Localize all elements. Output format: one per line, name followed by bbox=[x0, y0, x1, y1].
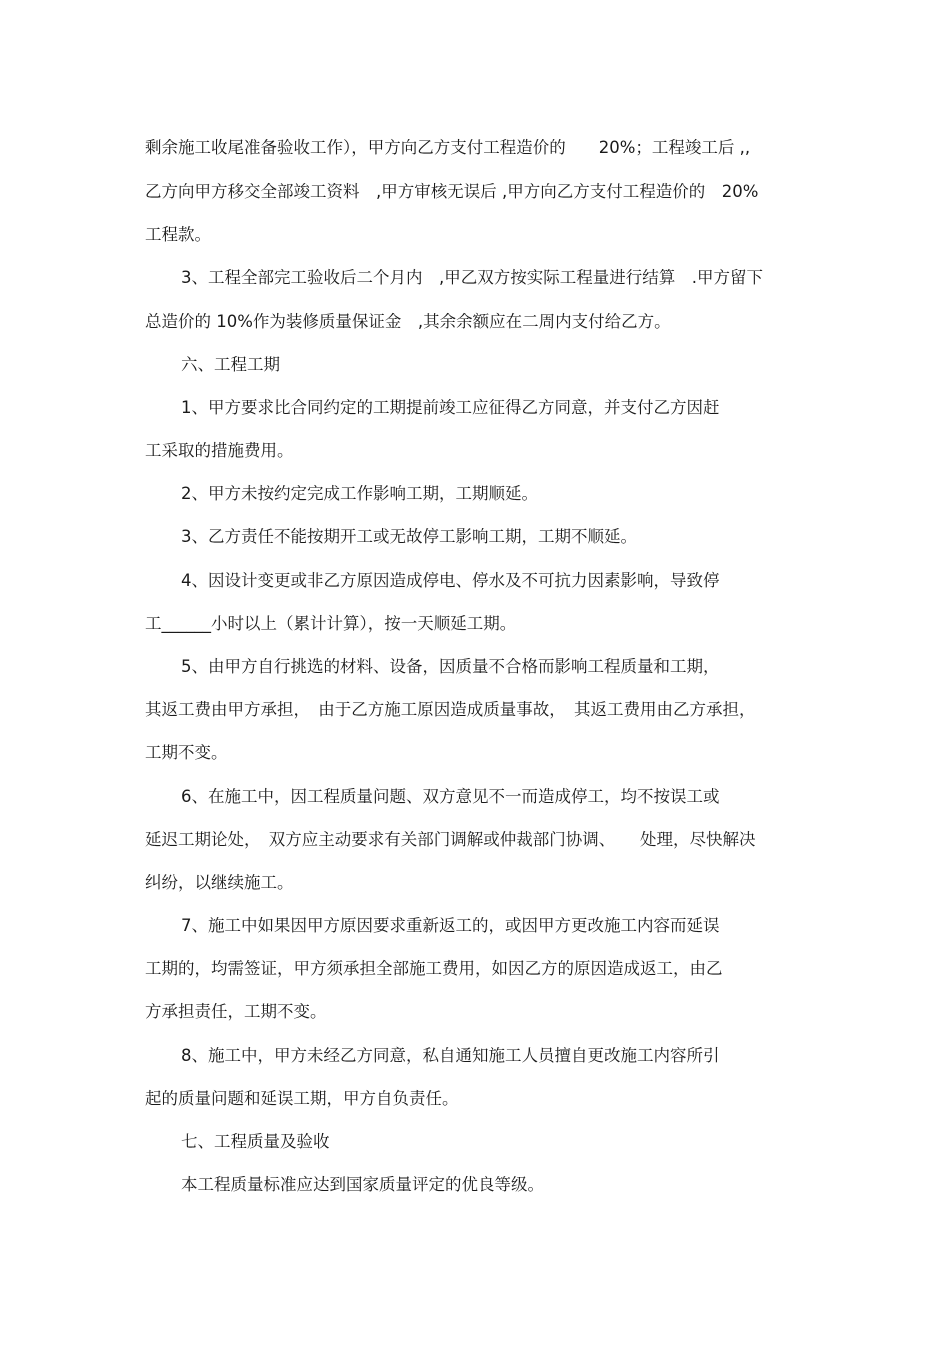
text-line: 工期的，均需签证，甲方须承担全部施工费用，如因乙方的原因造成返工，由乙 bbox=[145, 959, 723, 978]
text-line: 总造价的 10%作为装修质量保证金 ,其余余额应在二周内支付给乙方。 bbox=[145, 312, 671, 331]
text-line: 工______小时以上（累计计算），按一天顺延工期。 bbox=[145, 614, 517, 633]
text-line: 剩余施工收尾准备验收工作），甲方向乙方支付工程造价的 20%；工程竣工后 ,, bbox=[145, 138, 751, 157]
text-line: 工期不变。 bbox=[145, 743, 228, 762]
text-line: 5、由甲方自行挑选的材料、设备，因质量不合格而影响工程质量和工期， bbox=[181, 657, 720, 676]
text-line: 3、工程全部完工验收后二个月内 ,甲乙双方按实际工程量进行结算 .甲方留下 bbox=[181, 268, 763, 287]
text-line: 8、施工中，甲方未经乙方同意，私自通知施工人员擅自更改施工内容所引 bbox=[181, 1046, 720, 1065]
text-line: 6、在施工中，因工程质量问题、双方意见不一而造成停工，均不按误工或 bbox=[181, 787, 720, 806]
text-line: 1、甲方要求比合同约定的工期提前竣工应征得乙方同意，并支付乙方因赶 bbox=[181, 398, 720, 417]
text-line: 2、甲方未按约定完成工作影响工期，工期顺延。 bbox=[181, 484, 538, 503]
text-line: 7、施工中如果因甲方原因要求重新返工的，或因甲方更改施工内容而延误 bbox=[181, 916, 720, 935]
text-line: 起的质量问题和延误工期，甲方自负责任。 bbox=[145, 1089, 459, 1108]
text-line: 其返工费由甲方承担， 由于乙方施工原因造成质量事故， 其返工费用由乙方承担， bbox=[145, 700, 756, 719]
section-heading: 七、工程质量及验收 bbox=[181, 1132, 330, 1151]
text-line: 方承担责任，工期不变。 bbox=[145, 1002, 327, 1021]
text-line: 乙方向甲方移交全部竣工资料 ,甲方审核无误后 ,甲方向乙方支付工程造价的 20% bbox=[145, 182, 759, 201]
text-line: 工采取的措施费用。 bbox=[145, 441, 294, 460]
text-line: 本工程质量标准应达到国家质量评定的优良等级。 bbox=[181, 1175, 544, 1194]
text-line: 4、因设计变更或非乙方原因造成停电、停水及不可抗力因素影响，导致停 bbox=[181, 571, 720, 590]
text-line: 延迟工期论处， 双方应主动要求有关部门调解或仲裁部门协调、 处理，尽快解决 bbox=[145, 830, 756, 849]
section-heading: 六、工程工期 bbox=[181, 355, 280, 374]
text-line: 3、乙方责任不能按期开工或无故停工影响工期，工期不顺延。 bbox=[181, 527, 637, 546]
text-line: 纠纷，以继续施工。 bbox=[145, 873, 294, 892]
text-line: 工程款。 bbox=[145, 225, 211, 244]
